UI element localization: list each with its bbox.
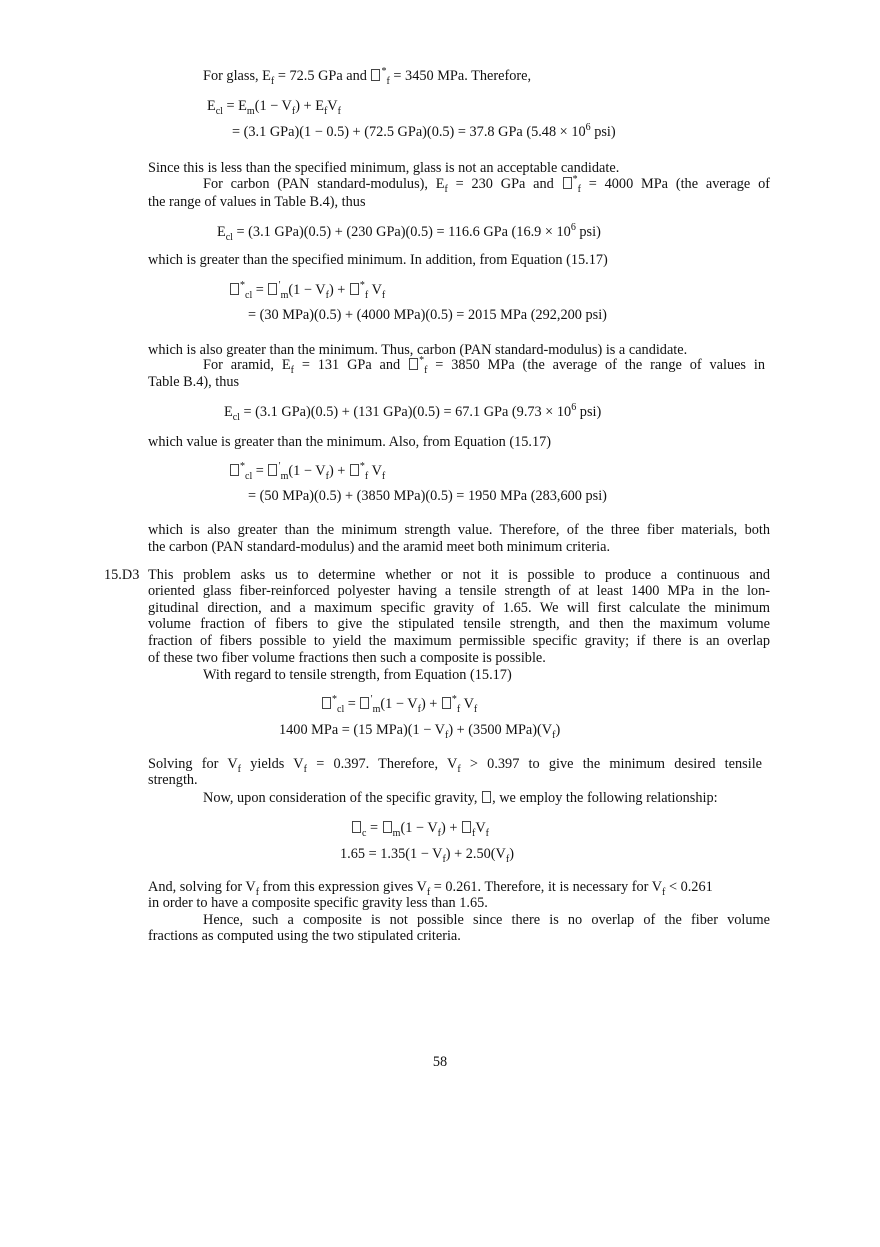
line-16: $^*_{cl} = '_m(1 - V_f) + ^*_f$ $V_f$ (229, 463, 385, 479)
line-34: And, solving for $V_f$ from this expression gives $V_f = 0.261$. Therefore, it is necessary for $V_f < 0.261$ (148, 879, 713, 898)
line-28: 1400 MPa = (15 $MPa)(1 - V_f) + (3500$ $MPa)(V_f)$ (279, 722, 561, 741)
line-32: $_c = _m(1 - V_f) + _fV_f$ (351, 820, 489, 836)
line-1: For glass, $E_f = 72.5$ GPa and *$_f$ = 3450 MPa. Therefore, (203, 66, 532, 87)
line-35: in order to have a composite specific gravity less than 1.65. (148, 895, 488, 911)
line-4: Since this is less than the specified minimum, glass is not an acceptable candidate. (148, 160, 620, 176)
line-18: which is also greater than the minimum strength value. Therefore, of the three fiber materials, both (148, 522, 770, 538)
line-14: $E_{cl} = (3.1$ GPa)(0.5) + (131 GPa)(0.5) = 67.1 GPa ($9.73 \times 10^6$ psi) (224, 402, 602, 423)
line-7: $E_{cl} = (3.1$ GPa)(0.5) + (230 GPa)(0.5) = 116.6 GPa ($16.9 \times 10^6$ psi) (217, 222, 601, 243)
line-20: This problem asks us to determine whether or not it is possible to produce a continuous and (148, 567, 770, 583)
line-5: For carbon (PAN standard-modulus), $E_f = 230$ GPa and *$_f$ = 4000 MPa (the average of (203, 174, 770, 195)
line-2: $E_{cl} = E_m(1 - V_f) + E_fV_f$ (207, 98, 341, 117)
line-3: = (3.1 GPa)(1 − 0.5) + (72.5 GPa)(0.5) = 37.8 GPa ($5.48 \times 10^6$ psi) (232, 122, 616, 140)
line-23: volume fraction of fibers to give the stipulated tensile strength, and then the maximum volume (148, 616, 770, 632)
line-27: $^*_{cl} = '_m(1 - V_f) + ^*_f$ $V_f$ (321, 696, 477, 712)
line-11: which is also greater than the minimum. Thus, carbon (PAN standard-modulus) is a candidate. (148, 342, 688, 358)
line-10: = (30 MPa)(0.5) + (4000 MPa)(0.5) = 2015 MPa (292,200 psi) (248, 307, 607, 323)
line-6: the range of values in Table B.4), thus (148, 194, 366, 210)
line-13: Table B.4), thus (148, 374, 240, 390)
line-30: strength. (148, 772, 198, 788)
sigma-glyph (371, 69, 380, 81)
line-24: fraction of fibers possible to yield the maximum permissible specific gravity; if there is an overlap (148, 633, 770, 649)
line-21: oriented glass fiber-reinforced polyester having a tensile strength of at least 1400 MPa in the lon- (148, 583, 770, 599)
problem-number: 15.D3 (104, 567, 140, 583)
line-33: $1.65 = 1.35(1 - V_f) + 2.50(V_f)$ (340, 846, 514, 865)
page-number: 58 (432, 1054, 448, 1070)
line-25: of these two fiber volume fractions then such a composite is possible. (148, 650, 546, 666)
line-12: For aramid, $E_f = 131$ GPa and *$_f$ = 3850 MPa (the average of the range of values in (203, 355, 765, 376)
line-22: gitudinal direction, and a maximum specific gravity of 1.65. We will first calculate the minimum (148, 600, 770, 616)
line-8: which is greater than the specified minimum. In addition, from Equation (15.17) (148, 252, 608, 268)
line-37: fractions as computed using the two stipulated criteria. (148, 928, 461, 944)
line-36: Hence, such a composite is not possible since there is no overlap of the fiber volume (203, 912, 770, 928)
line-31: Now, upon consideration of the specific gravity, , we employ the following relationship: (203, 790, 718, 806)
line-19: the carbon (PAN standard-modulus) and the aramid meet both minimum criteria. (148, 539, 611, 555)
line-29: Solving for $V_f$ yields $V_f = 0.397$. Therefore, $V_f > 0.397$ to give the minimum desired tensile (148, 756, 763, 775)
line-17: = (50 MPa)(0.5) + (3850 MPa)(0.5) = 1950 MPa (283,600 psi) (248, 488, 607, 504)
line-15: which value is greater than the minimum. Also, from Equation (15.17) (148, 434, 552, 450)
line-26: With regard to tensile strength, from Equation (15.17) (203, 667, 512, 683)
line-9: $^*_{cl} = '_m(1 - V_f) + ^*_f$ $V_f$ (229, 282, 385, 298)
